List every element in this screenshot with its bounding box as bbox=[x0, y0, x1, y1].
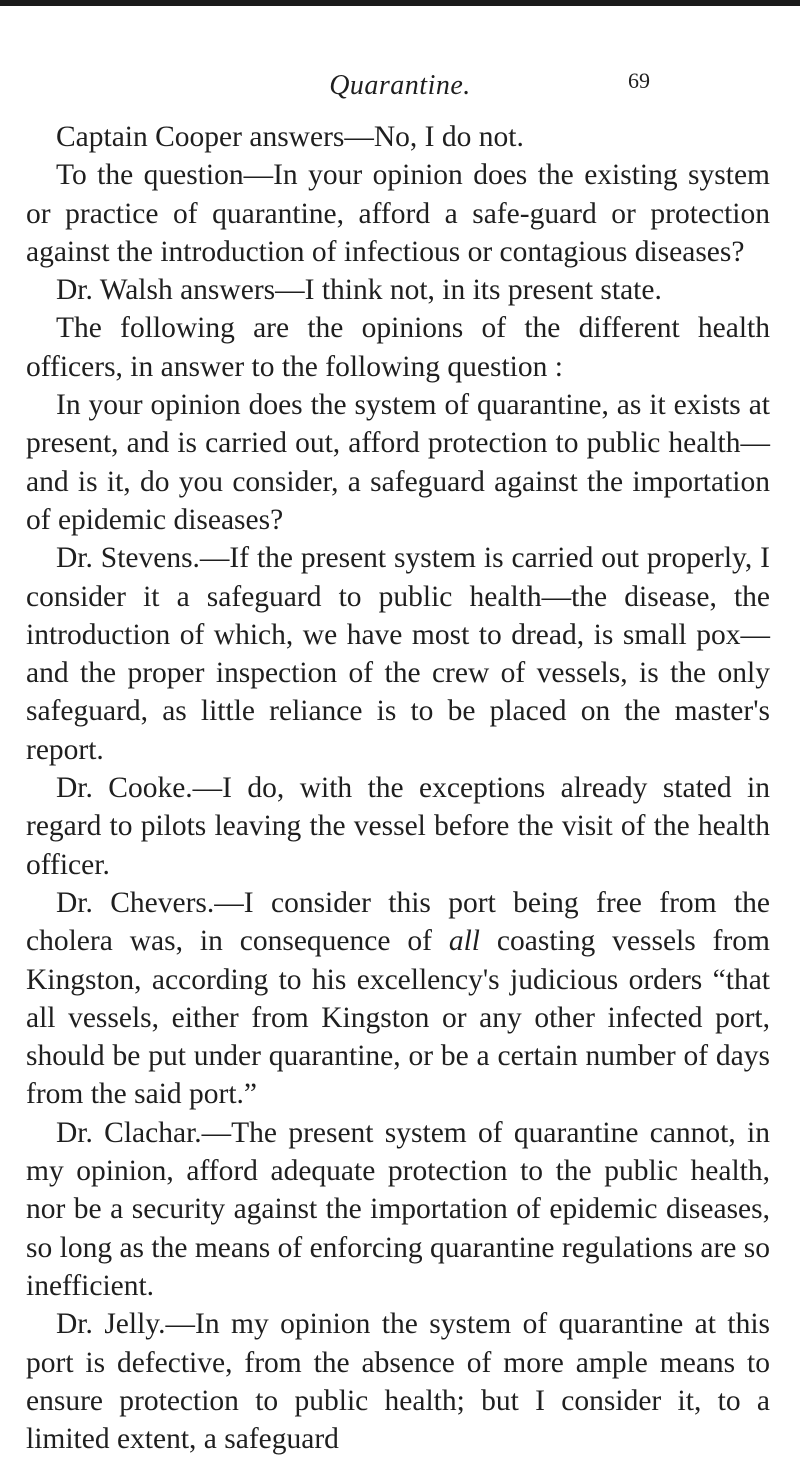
paragraph-intro: The following are the opinions of the different health officers, in answer to the following question : bbox=[26, 312, 770, 383]
paragraph-cooke: Dr. Cooke.—I do, with the exceptions already stated in regard to pilots leaving the vessel before the visit of the health officer. bbox=[26, 772, 770, 881]
page-header bbox=[0, 70, 800, 120]
page-number: 69 bbox=[628, 68, 650, 93]
paragraph-jelly: Dr. Jelly.—In my opinion the system of quarantine at this port is defective, from the absence of more ample means to ensure protection to public health; but I consider it, to a limited extent, a safeguard bbox=[26, 1308, 770, 1456]
chevers-text-b: coasting vessels from Kingston, according to his excellency's judicious orders “that all vessels, either from Kingston or any other infected port, should be put under quarantine, or be a certain number of days from the said port.” bbox=[26, 925, 770, 1111]
chevers-emphasis: all bbox=[448, 925, 481, 958]
paragraph-question: To the question—In your opinion does the existing system or practice of quarantine, afford a safe-guard or protection against the introduction of infectious or contagious diseases? bbox=[26, 159, 770, 268]
paragraph-question-2: In your opinion does the system of quarantine, as it exists at present, and is carried out, afford protection to public health—and is it, do you consider, a safeguard against the importation of epidemic diseases? bbox=[26, 389, 770, 536]
running-head: Quarantine. bbox=[329, 70, 471, 101]
paragraph-chevers bbox=[26, 884, 770, 1114]
body-text bbox=[26, 118, 770, 1458]
paragraph-cooper-answer: Captain Cooper answers—No, I do not. bbox=[56, 121, 524, 153]
paragraph-stevens: Dr. Stevens.—If the present system is carried out properly, I consider it a safeguard to public health—the disease, the introduction of which, we have most to dread, is small pox—and the proper inspection of the crew of vessels, is the only safeguard, as little reliance is to be placed on the master's report. bbox=[26, 542, 770, 766]
paragraph-walsh-answer: Dr. Walsh answers—I think not, in its present state. bbox=[56, 274, 662, 307]
top-rule bbox=[0, 0, 800, 6]
chevers-text-a: Dr. Chevers.—I consider this port being free from the cholera was, in consequence of bbox=[26, 886, 770, 958]
paragraph-clachar: Dr. Clachar.—The present system of quarantine cannot, in my opinion, afford adequate protection to the public health, nor be a security against the importation of epidemic diseases, so long as the means of enforcing quarantine regulations are so inefficient. bbox=[26, 1116, 770, 1302]
